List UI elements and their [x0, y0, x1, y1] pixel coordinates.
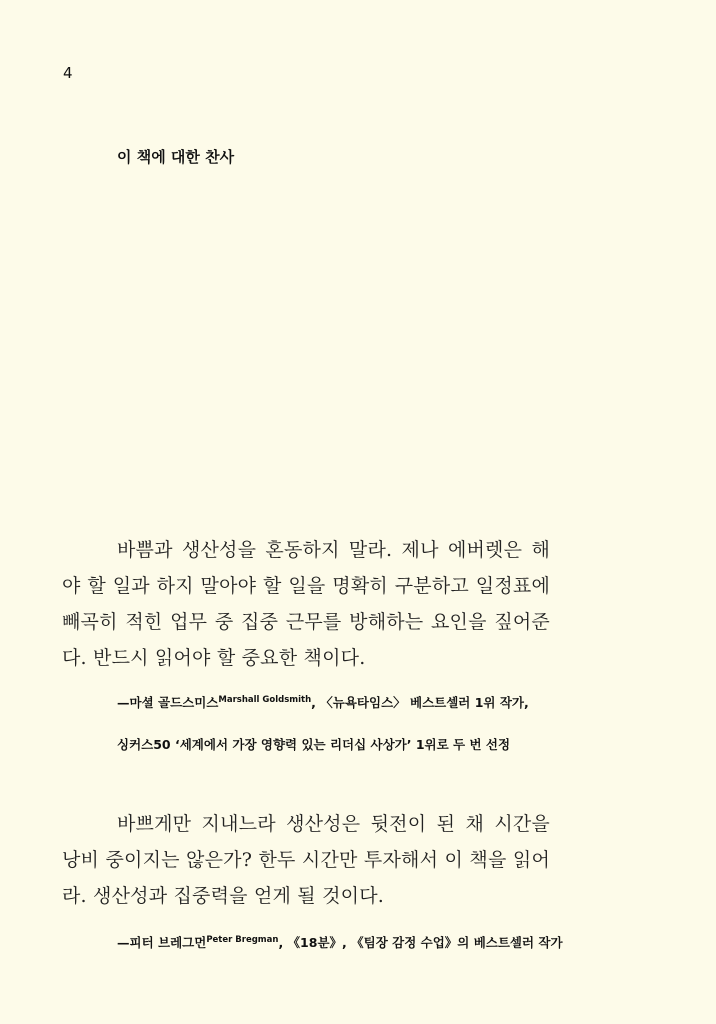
quote-text: 바쁘게만 지내느라 생산성은 뒷전이 된 채 시간을 낭비 중이지는 않은가? 한두 시간만 투자해서 이 책을 읽어라. 생산성과 집중력을 얻게 될 것이다. [62, 813, 550, 907]
quote-attribution [117, 933, 563, 951]
author-original-name: Peter Bregman [206, 935, 279, 945]
author-original-name: Marshall Goldsmith [218, 695, 312, 705]
author-name: —마셜 골드스미스 [117, 695, 219, 710]
author-credentials: , 《18분》, 《팀장 감정 수업》의 베스트셀러 작가 [278, 935, 563, 950]
author-name: —피터 브레그먼 [117, 935, 207, 950]
section-title: 이 책에 대한 찬사 [117, 148, 235, 166]
quote-attribution-continued: 싱커스50 ‘세계에서 가장 영향력 있는 리더십 사상가’ 1위로 두 번 선정 [117, 737, 511, 752]
page-number: 4 [63, 64, 73, 82]
quote-attribution [117, 693, 529, 711]
quote-text: 바쁨과 생산성을 혼동하지 말라. 제나 에버렛은 해야 할 일과 하지 말아야 할 일을 명확히 구분하고 일정표에 빼곡히 적힌 업무 중 집중 근무를 방해하는 요인을 짚어준다. 반드시 읽어야 할 중요한 책이다. [62, 539, 550, 669]
author-credentials: , 〈뉴욕타임스〉 베스트셀러 1위 작가, [311, 695, 529, 710]
